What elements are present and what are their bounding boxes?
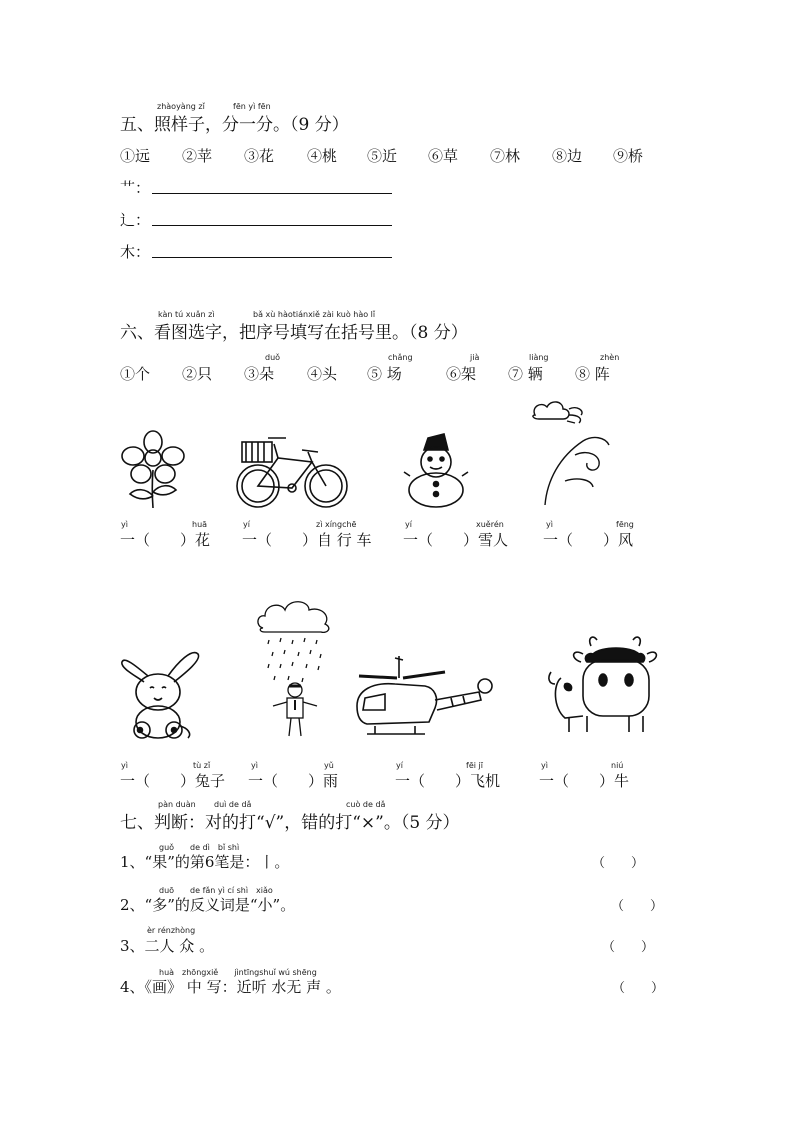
s6-r2-pinyin: fēi jī (466, 761, 483, 770)
judgment-answer-3[interactable]: （ ） (602, 940, 655, 955)
s6-r1-pinyin: yì (121, 520, 128, 529)
rabbit-icon (118, 646, 202, 742)
s6-r2-pinyin: yì (541, 761, 548, 770)
s5-option: ⑦林 (490, 147, 521, 165)
rain-icon (255, 598, 335, 742)
s5-answer-line-mu[interactable] (152, 257, 392, 258)
s5-option: ①远 (120, 147, 151, 165)
measure-word-blank-helicopter[interactable]: 一（ ）飞机 (395, 772, 501, 790)
s6-r2-pinyin: yí (396, 761, 403, 770)
s6-r1-pinyin: yí (243, 520, 250, 529)
judgment-item-4: 4、《画》 中 写：近听 水无 声 。 (120, 978, 341, 996)
measure-word-blank-snowman[interactable]: 一（ ）雪人 (403, 531, 509, 549)
measure-word-blank-rain[interactable]: 一（ ）雨 (248, 772, 339, 790)
snowman-icon (402, 432, 470, 508)
s7-pinyin-1: pàn duàn (158, 800, 196, 809)
judgment-item-3: 3、二人 众 。 (120, 937, 215, 955)
s6-option-pinyin: liàng (529, 353, 549, 362)
helicopter-icon (355, 654, 495, 740)
s5-row-label-cao: 艹： (120, 179, 151, 197)
s6-r2-pinyin: yì (121, 761, 128, 770)
s6-r1-pinyin: huā (192, 520, 208, 529)
s6-option-pinyin: zhèn (600, 353, 620, 362)
s6-r1-pinyin: yì (546, 520, 553, 529)
s6-option: ⑥架 (446, 365, 477, 383)
s5-row-label-mu: 木： (120, 243, 151, 261)
s6-r2-pinyin: tù zǐ (193, 761, 211, 770)
s7-item-pinyin: èr rénzhòng (147, 926, 196, 935)
judgment-answer-4[interactable]: （ ） (612, 981, 665, 996)
judgment-answer-1[interactable]: （ ） (592, 856, 645, 871)
s6-option: ①个 (120, 365, 151, 383)
s6-r1-pinyin: fēng (616, 520, 634, 529)
s5-option: ②苹 (182, 147, 213, 165)
s6-option-pinyin: chǎng (388, 353, 413, 362)
measure-word-blank-flower[interactable]: 一（ ）花 (120, 531, 211, 549)
cow-icon (543, 632, 665, 740)
judgment-item-2: 2、“多”的反义词是“小”。 (120, 896, 296, 914)
s6-option: ⑦ 辆 (508, 365, 543, 383)
s7-pinyin-2: duì de dǎ (214, 800, 252, 809)
s5-row-label-chuo: 辶： (120, 211, 151, 229)
flower-icon (118, 430, 188, 512)
s5-answer-line-chuo[interactable] (152, 225, 392, 226)
s6-option: ④头 (307, 365, 338, 383)
wind-icon (525, 397, 615, 507)
s5-option: ⑨桥 (613, 147, 644, 165)
judgment-answer-2[interactable]: （ ） (611, 899, 664, 914)
section-7-title: 七、判断：对的打“√”，错的打“×”。（5 分） (120, 813, 460, 833)
s7-item-pinyin: duō de fǎn yì cí shì xiǎo (159, 886, 273, 895)
s5-option: ③花 (244, 147, 275, 165)
s5-pinyin-1: zhàoyàng zǐ (157, 102, 205, 111)
s6-option-pinyin: jià (470, 353, 480, 362)
section-6-title: 六、看图选字，把序号填写在括号里。（8 分） (120, 323, 468, 343)
s6-pinyin-2: bǎ xù hàotiánxiě zài kuò hào lǐ (253, 310, 376, 319)
s5-option: ⑤近 (367, 147, 398, 165)
measure-word-blank-bicycle[interactable]: 一（ ）自 行 车 (242, 531, 372, 549)
s6-pinyin-1: kàn tú xuǎn zì (158, 310, 215, 319)
section-5-title: 五、照样子，分一分。（9 分） (120, 115, 349, 135)
s6-r2-pinyin: niú (611, 761, 624, 770)
s6-r1-pinyin: yí (405, 520, 412, 529)
s6-option: ②只 (182, 365, 213, 383)
bicycle-icon (234, 428, 352, 512)
s6-option: ⑧ 阵 (575, 365, 610, 383)
s5-pinyin-2: fēn yì fēn (233, 102, 271, 111)
s6-option: ③朵 (244, 365, 275, 383)
measure-word-blank-cow[interactable]: 一（ ）牛 (539, 772, 630, 790)
s5-option: ⑧边 (552, 147, 583, 165)
s6-r2-pinyin: yǔ (324, 761, 334, 770)
s7-item-pinyin: huà zhōngxiě jìntīngshuǐ wú shēng (159, 968, 317, 977)
s6-option: ⑤ 场 (367, 365, 402, 383)
s5-option: ⑥草 (428, 147, 459, 165)
s5-option: ④桃 (307, 147, 338, 165)
measure-word-blank-wind[interactable]: 一（ ）风 (543, 531, 634, 549)
s5-answer-line-cao[interactable] (152, 193, 392, 194)
s6-r1-pinyin: zì xíngchē (316, 520, 357, 529)
judgment-item-1: 1、“果”的第6笔是：丨。 (120, 853, 290, 871)
s7-item-pinyin: guǒ de dì bǐ shì (159, 843, 240, 852)
s6-r2-pinyin: yì (251, 761, 258, 770)
s6-r1-pinyin: xuěrén (476, 520, 504, 529)
measure-word-blank-rabbit[interactable]: 一（ ）兔子 (120, 772, 226, 790)
s6-option-pinyin: duǒ (265, 353, 281, 362)
s7-pinyin-3: cuò de dǎ (346, 800, 386, 809)
